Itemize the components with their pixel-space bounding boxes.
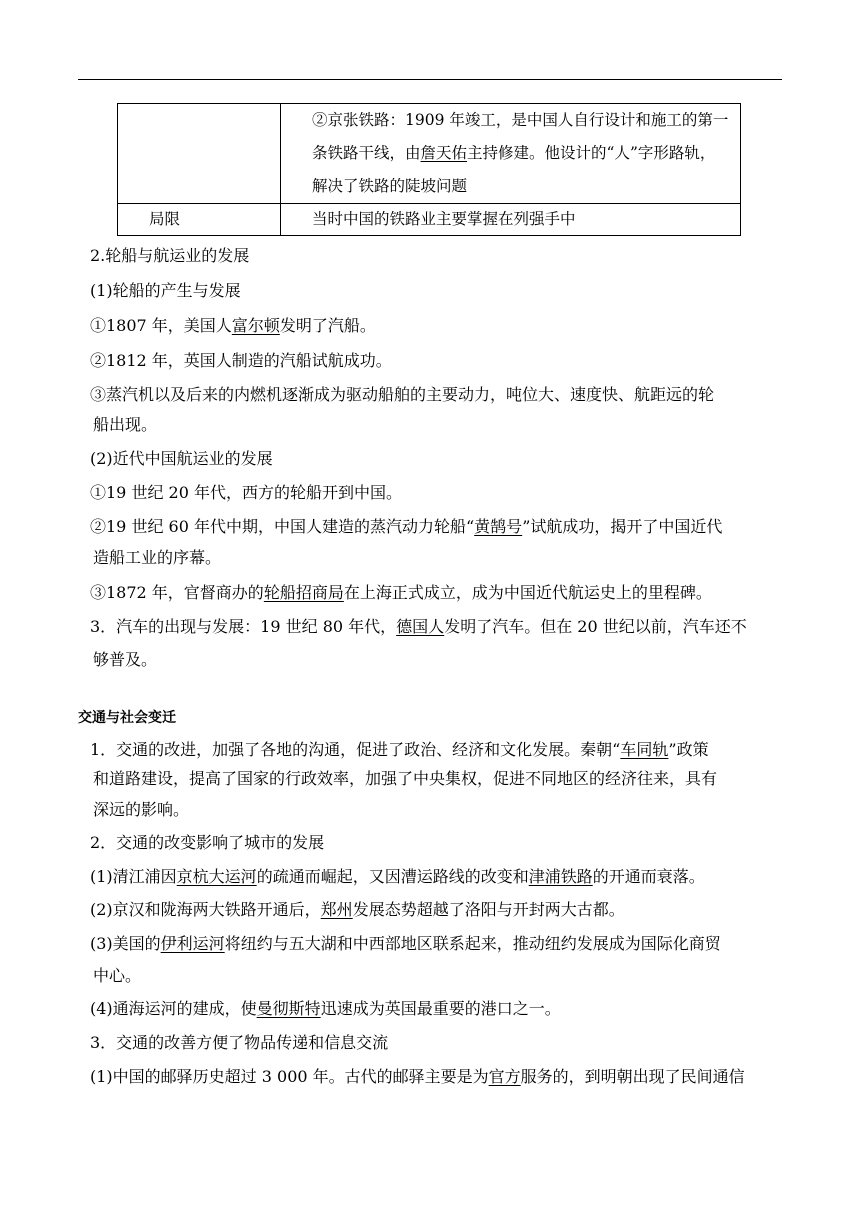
paragraph: ③1872 年，官督商办的轮船招商局在上海正式成立，成为中国近代航运史上的里程碑。 <box>90 583 712 602</box>
paragraph: ①1807 年，美国人富尔顿发明了汽船。 <box>90 316 376 335</box>
header-rule <box>78 79 782 80</box>
paragraph: 造船工业的序幕。 <box>93 548 222 567</box>
underlined-term: 郑州 <box>320 900 353 919</box>
paragraph: 和道路建设，提高了国家的行政效率，加强了中央集权，促进不同地区的经济往来，具有 <box>93 769 718 788</box>
subheading: (1)轮船的产生与发展 <box>90 281 241 300</box>
paragraph: ①19 世纪 20 年代，西方的轮船开到中国。 <box>90 483 402 502</box>
paragraph: 深远的影响。 <box>93 800 190 819</box>
text-line: ②京张铁路：1909 年竣工，是中国人自行设计和施工的第一 <box>312 111 729 129</box>
subheading: (2)近代中国航运业的发展 <box>90 449 273 468</box>
paragraph: 船出现。 <box>93 415 158 434</box>
text-line: 解决了铁路的陡坡问题 <box>312 177 468 195</box>
section-title: 交通与社会变迁 <box>78 710 176 726</box>
underlined-term: 伊利运河 <box>160 934 225 953</box>
underlined-term: 曼彻斯特 <box>256 999 321 1018</box>
table-cell-label: 局限 <box>118 204 281 236</box>
paragraph: (1)中国的邮驿历史超过 3 000 年。古代的邮驿主要是为官方服务的，到明朝出现了民间通信 <box>90 1067 745 1086</box>
table-cell-text <box>281 104 741 204</box>
paragraph: (2)京汉和陇海两大铁路开通后，郑州发展态势超越了洛阳与开封两大古都。 <box>90 900 625 919</box>
paragraph: 够普及。 <box>93 650 158 669</box>
paragraph: ②1812 年，英国人制造的汽船试航成功。 <box>90 351 392 370</box>
underlined-term: 富尔顿 <box>231 316 280 335</box>
underlined-term: 车同轨 <box>620 740 669 759</box>
paragraph: 1．交通的改进，加强了各地的沟通，促进了政治、经济和文化发展。秦朝“车同轨”政策 <box>90 740 709 759</box>
table-row <box>118 204 741 236</box>
table-cell-empty <box>118 104 281 204</box>
paragraph: (4)通海运河的建成，使曼彻斯特迅速成为英国最重要的港口之一。 <box>90 999 561 1018</box>
underlined-term: 轮船招商局 <box>263 583 344 602</box>
paragraph: 2．交通的改变影响了城市的发展 <box>90 833 325 852</box>
section-heading: 2.轮船与航运业的发展 <box>90 246 250 265</box>
table-row <box>118 104 741 204</box>
text-line: 条铁路干线，由詹天佑主持修建。他设计的“人”字形路轨， <box>312 144 716 162</box>
paragraph: 中心。 <box>93 966 142 985</box>
underlined-term: 官方 <box>488 1067 521 1086</box>
railway-table <box>117 103 741 236</box>
paragraph: ②19 世纪 60 年代中期，中国人建造的蒸汽动力轮船“黄鹄号”试航成功，揭开了中国近代 <box>90 517 723 536</box>
underlined-term: 津浦铁路 <box>528 867 593 886</box>
underlined-term: 黄鹄号 <box>474 517 523 536</box>
table-cell-text: 当时中国的铁路业主要掌握在列强手中 <box>281 204 741 236</box>
underlined-term: 詹天佑 <box>420 144 468 162</box>
paragraph: ③蒸汽机以及后来的内燃机逐渐成为驱动船舶的主要动力，吨位大、速度快、航距远的轮 <box>90 385 715 404</box>
paragraph: (1)清江浦因京杭大运河的疏通而崛起，又因漕运路线的改变和津浦铁路的开通而衰落。 <box>90 867 705 886</box>
paragraph: (3)美国的伊利运河将纽约与五大湖和中西部地区联系起来，推动纽约发展成为国际化商贸 <box>90 934 721 953</box>
underlined-term: 德国人 <box>396 617 445 636</box>
underlined-term: 京杭大运河 <box>176 867 257 886</box>
paragraph: 3．汽车的出现与发展：19 世纪 80 年代，德国人发明了汽车。但在 20 世纪以前，汽车还不 <box>90 617 747 636</box>
paragraph: 3．交通的改善方便了物品传递和信息交流 <box>90 1033 389 1052</box>
